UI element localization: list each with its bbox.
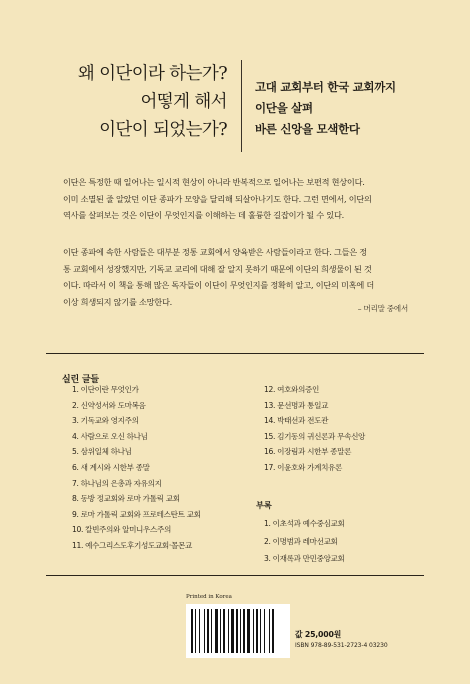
contents-item: 12. 여호와의증인 xyxy=(264,385,320,394)
subtitle xyxy=(255,77,396,140)
isbn-label: ISBN 978-89-531-2723-4 03230 xyxy=(295,642,388,649)
contents-bottom-rule xyxy=(46,575,424,576)
subtitle-line-2: 이단을 살펴 xyxy=(255,101,313,115)
subtitle-line-1: 고대 교회부터 한국 교회까지 xyxy=(255,80,396,94)
contents-right-column xyxy=(264,382,365,476)
price-label: 값 25,000원 xyxy=(295,630,342,639)
excerpt-paragraph-2 xyxy=(63,244,408,310)
contents-left-column xyxy=(72,382,201,554)
headline-divider xyxy=(241,60,242,152)
contents-item: 10. 칼빈주의와 알미니우스주의 xyxy=(72,525,171,535)
contents-item: 15. 김기동의 귀신론과 무속신앙 xyxy=(264,431,366,441)
appendix-item: 2. 이명범과 레마선교회 xyxy=(264,536,338,546)
contents-top-rule xyxy=(46,353,424,354)
contents-item: 17. 이윤호와 가계치유론 xyxy=(264,462,343,472)
appendix-list xyxy=(264,515,345,568)
excerpt-line: 이단은 특정한 때 일어나는 일시적 현상이 아니라 반복적으로 일어나는 보편적 현상이다. xyxy=(63,177,365,187)
excerpt-line: 통 교회에서 성장했지만, 기독교 교리에 대해 잘 알지 못하기 때문에 이단의 희생물이 된 것 xyxy=(63,263,372,274)
contents-item: 3. 기독교와 영지주의 xyxy=(72,416,139,426)
contents-item: 1. 이단이란 무엇인가 xyxy=(72,385,139,394)
headline-line-3: 이단이 되었는가? xyxy=(99,120,227,140)
excerpt-attribution: – 머리말 중에서 xyxy=(357,304,408,313)
appendix-item: 1. 이초석과 예수중심교회 xyxy=(264,519,345,528)
contents-item: 5. 삼위일체 하나님 xyxy=(72,447,132,457)
appendix-item: 3. 이재록과 만민중앙교회 xyxy=(264,554,345,563)
printed-in-label: Printed in Korea xyxy=(186,594,232,600)
contents-item: 9. 로마 가톨릭 교회와 프로테스탄트 교회 xyxy=(72,509,201,519)
contents-item: 7. 하나님의 은총과 자유의지 xyxy=(72,478,162,488)
contents-item: 2. 신약성서와 도마복음 xyxy=(72,400,146,410)
appendix-title: 부록 xyxy=(256,500,272,510)
excerpt-line: 이다. 따라서 이 책을 통해 많은 독자들이 이단이 무엇인지를 정확히 알고, 이단의 미혹에 더 xyxy=(63,280,375,291)
contents-item: 13. 문선명과 통일교 xyxy=(264,400,329,410)
contents-item: 14. 박태선과 전도관 xyxy=(264,416,329,426)
contents-item: 16. 이장림과 시한부 종말론 xyxy=(264,447,352,457)
excerpt-paragraph-1 xyxy=(63,174,408,224)
barcode-icon xyxy=(190,609,286,653)
contents-item: 4. 사람으로 오신 하나님 xyxy=(72,431,148,441)
excerpt-line: 이단 종파에 속한 사람들은 대부분 정통 교회에서 양육받은 사람들이라고 한다. 그들은 정 xyxy=(63,247,367,257)
barcode xyxy=(186,604,290,658)
contents-item: 11. 예수그리스도후기성도교회·몰몬교 xyxy=(72,540,192,550)
subtitle-line-3: 바른 신앙을 모색한다 xyxy=(255,122,360,136)
excerpt-line: 이미 소멸된 줄 알았던 이단 종파가 모양을 달리해 되살아나기도 한다. 그런 면에서, 이단의 xyxy=(63,193,372,204)
excerpt-line: 이상 희생되지 않기를 소망한다. xyxy=(63,296,172,307)
contents-item: 8. 동방 정교회와 로마 가톨릭 교회 xyxy=(72,494,180,504)
headline-line-2: 어떻게 해서 xyxy=(140,92,227,112)
contents-item: 6. 새 계시와 시한부 종말 xyxy=(72,462,150,472)
contents-title: 실린 글들 xyxy=(62,375,99,385)
headline xyxy=(0,60,227,144)
headline-line-1: 왜 이단이라 하는가? xyxy=(77,64,227,84)
excerpt-line: 역사를 살펴보는 것은 이단이 무엇인지를 이해하는 데 훌륭한 길잡이가 될 수 있다. xyxy=(63,210,344,221)
